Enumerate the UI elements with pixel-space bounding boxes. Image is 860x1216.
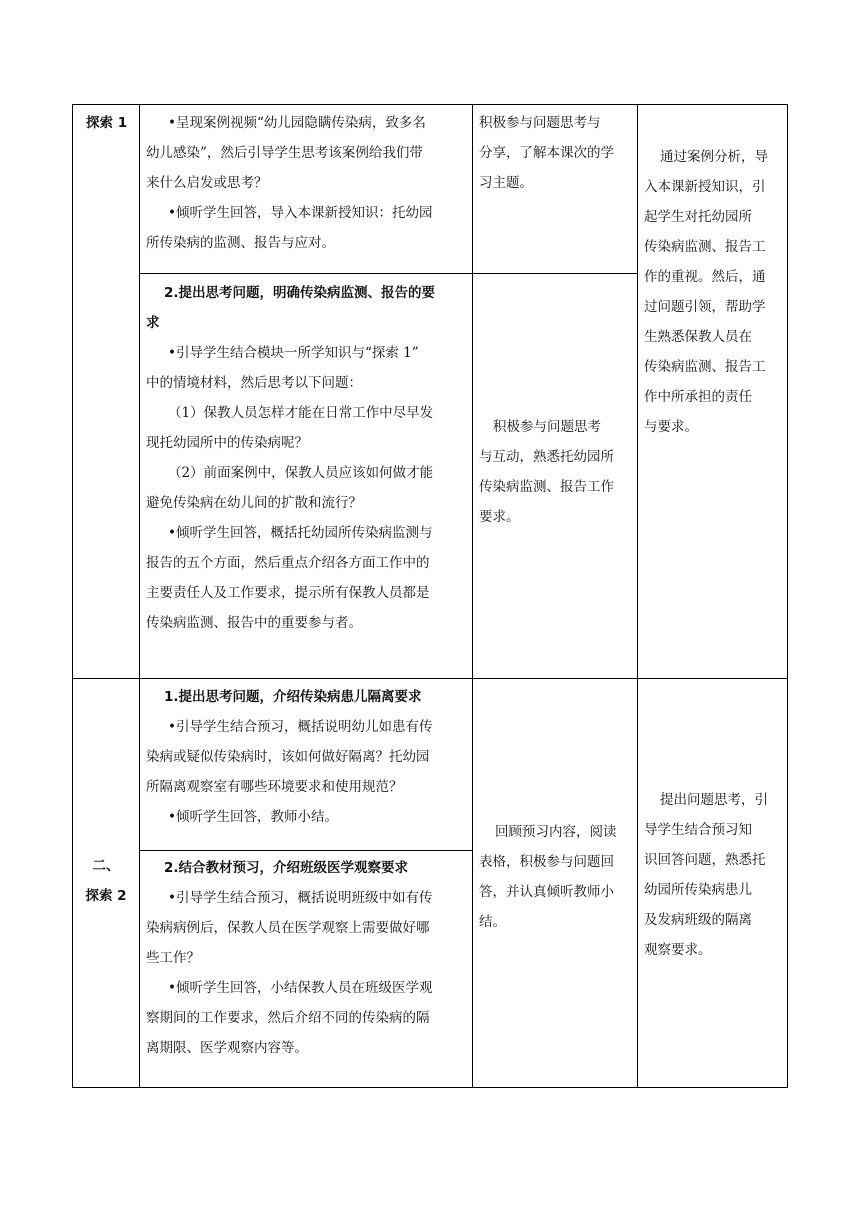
stage-label: 探索 1 bbox=[86, 115, 128, 131]
student-activity: 积极参与问题思考与 分享，了解本课次的学 习主题。 bbox=[479, 115, 614, 191]
stage-label: 二、 探索 2 bbox=[85, 858, 127, 904]
teacher-activity: 1.提出思考问题，介绍传染病患儿隔离要求 •引导学生结合预习，概括说明幼儿如患有传 染病或疑似传染病时，该如何做好隔离？托幼园 所隔离观察室有哪些环境要求和使用规范？ •倾听学生回答，教师小结。 bbox=[146, 689, 433, 825]
row-divider bbox=[72, 678, 788, 679]
row-divider bbox=[139, 273, 637, 274]
student-activity: 积极参与问题思考 与互动，熟悉托幼园所 传染病监测、报告工作 要求。 bbox=[479, 419, 614, 525]
teacher-activity: 2.提出思考问题，明确传染病监测、报告的要 求 •引导学生结合模块一所学知识与“探索 1” 中的情境材料，然后思考以下问题： （1）保教人员怎样才能在日常工作中尽早发 现托幼园所中的传染病呢？ （2）前面案例中，保教人员应该如何做才能 避免传染病在幼儿间的扩散和流行？ •倾听学生回答，概括托幼园所传染病监测与 报告的五个方面，然后重点介绍各方面工作中的 主要责任人及工作要求，提示所有保教人员都是 传染病监测、报告中的重要参与者。 bbox=[146, 285, 436, 631]
teacher-activity: 2.结合教材预习，介绍班级医学观察要求 •引导学生结合预习，概括说明班级中如有传 染病病例后，保教人员在医学观察上需要做好哪 些工作？ •倾听学生回答，小结保教人员在班级医学观 察期间的工作要求，然后介绍不同的传染病的隔 离期限、医学观察内容等。 bbox=[146, 860, 433, 1056]
design-intent: 通过案例分析，导 入本课新授知识，引 起学生对托幼园所 传染病监测、报告工 作的重视。然后，通 过问题引领，帮助学 生熟悉保教人员在 传染病监测、报告工 作中所承担的责任 与要求。 bbox=[644, 149, 768, 435]
student-activity: 回顾预习内容，阅读 表格，积极参与问题回 答，并认真倾听教师小 结。 bbox=[479, 824, 617, 930]
column-divider bbox=[139, 104, 140, 1088]
column-divider bbox=[472, 104, 473, 1088]
column-divider bbox=[637, 104, 638, 1088]
design-intent: 提出问题思考，引 导学生结合预习知 识回答问题，熟悉托 幼园所传染病患儿 及发病班级的隔离 观察要求。 bbox=[644, 792, 768, 958]
row-divider bbox=[139, 850, 472, 851]
teacher-activity: •呈现案例视频“幼儿园隐瞒传染病，致多名 幼儿感染”，然后引导学生思考该案例给我们带 来什么启发或思考？ •倾听学生回答，导入本课新授知识：托幼园 所传染病的监测、报告与应对。 bbox=[146, 115, 433, 251]
